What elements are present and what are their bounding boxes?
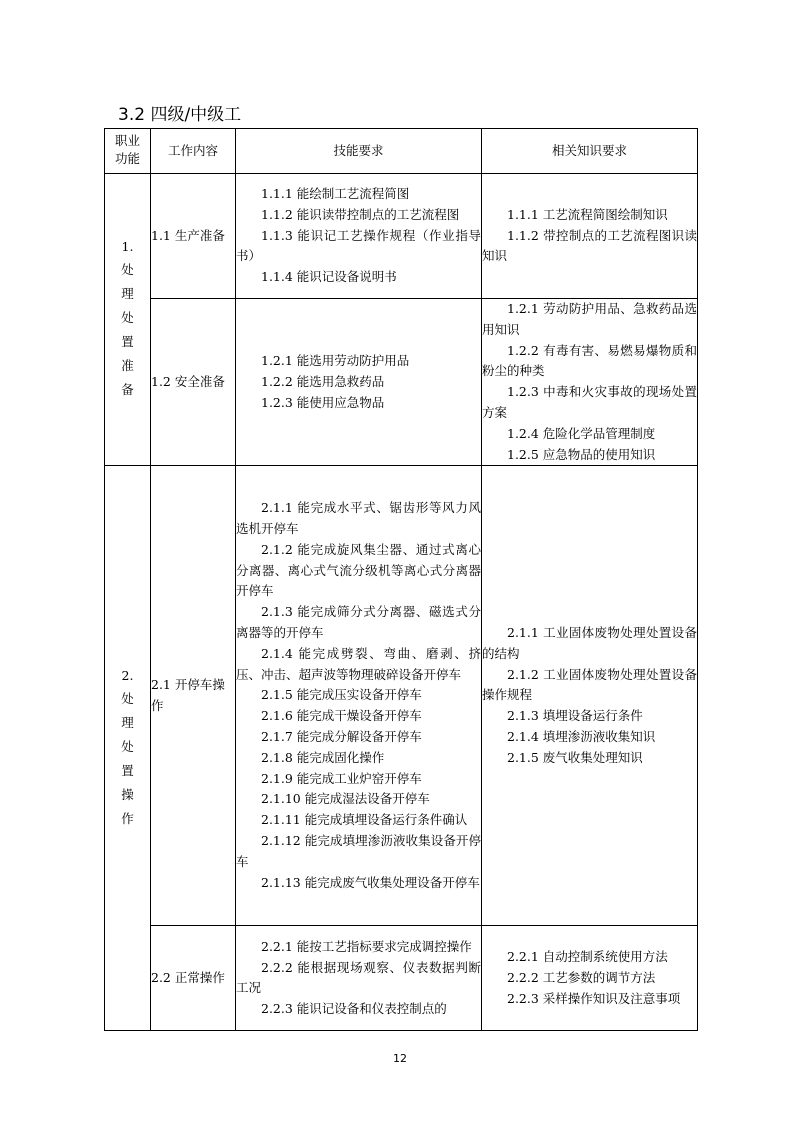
knowledge-item: 1.2.4 危险化学品管理制度 — [507, 425, 656, 441]
skill-item: 2.1.2 能完成旋风集尘器、通过式离心分离器、离心式气流分级机等离心式分离器开停车 — [236, 541, 481, 599]
function-name-char: 理 — [121, 714, 134, 730]
function-name-char: 置 — [121, 334, 134, 350]
skills-table — [104, 128, 698, 1031]
knowledge-cell — [482, 299, 698, 466]
skills-cell — [236, 466, 482, 926]
page-number: 12 — [393, 1052, 407, 1065]
knowledge-item: 2.2.2 工艺参数的调节方法 — [507, 969, 656, 985]
skill-item: 2.1.6 能完成干燥设备开停车 — [261, 708, 422, 724]
skill-item: 1.1.4 能识记设备说明书 — [261, 269, 397, 285]
function-name-char: 准 — [121, 358, 134, 374]
knowledge-item: 1.2.2 有毒有害、易燃易爆物质和粉尘的种类 — [482, 342, 697, 379]
table-row — [105, 174, 698, 299]
function-cell — [105, 174, 151, 466]
skill-item: 2.1.10 能完成湿法设备开停车 — [261, 791, 430, 807]
function-number: 1. — [121, 239, 134, 255]
header-function — [105, 129, 151, 174]
skills-cell — [236, 299, 482, 466]
work-content-cell: 1.1 生产准备 — [151, 174, 236, 299]
knowledge-item: 1.1.2 带控制点的工艺流程图识读知识 — [482, 227, 697, 264]
function-name-char: 置 — [121, 762, 134, 778]
knowledge-item: 2.2.1 自动控制系统使用方法 — [507, 949, 668, 965]
knowledge-item: 1.1.1 工艺流程简图绘制知识 — [507, 206, 668, 222]
knowledge-item: 2.2.3 采样操作知识及注意事项 — [507, 990, 681, 1006]
skill-item: 2.1.5 能完成压实设备开停车 — [261, 687, 422, 703]
function-name-char: 处 — [121, 738, 134, 754]
skill-item: 2.1.3 能完成筛分式分离器、磁选式分离器等的开停车 — [236, 604, 481, 641]
function-name-char: 理 — [121, 286, 134, 302]
header-skills: 技能要求 — [236, 129, 482, 174]
function-name-char: 作 — [121, 810, 134, 826]
table-header-row — [105, 129, 698, 174]
skill-item: 2.1.8 能完成固化操作 — [261, 749, 385, 765]
skill-item: 2.2.3 能识记设备和仪表控制点的 — [261, 1001, 447, 1017]
skill-item: 1.1.2 能识读带控制点的工艺流程图 — [261, 206, 460, 222]
header-function-label: 职业功能 — [114, 133, 140, 167]
skill-item: 2.1.4 能完成劈裂、弯曲、磨剥、挤压、冲击、超声波等物理破碎设备开停车 — [236, 645, 481, 682]
skill-item: 2.1.12 能完成填埋渗沥液收集设备开停车 — [236, 833, 481, 869]
knowledge-item: 1.2.1 劳动防护用品、急救药品选用知识 — [482, 301, 697, 337]
skill-item: 2.1.9 能完成工业炉窑开停车 — [261, 770, 422, 786]
knowledge-item: 1.2.3 中毒和火灾事故的现场处置方案 — [482, 384, 697, 420]
knowledge-item: 2.1.4 填埋渗沥液收集知识 — [507, 729, 656, 745]
function-name-char: 处 — [121, 262, 134, 278]
header-knowledge: 相关知识要求 — [482, 129, 698, 174]
skill-item: 2.1.13 能完成废气收集处理设备开停车 — [261, 874, 480, 890]
header-content: 工作内容 — [151, 129, 236, 174]
skill-item: 1.1.1 能绘制工艺流程简图 — [261, 186, 410, 201]
skill-item: 2.1.7 能完成分解设备开停车 — [261, 729, 422, 745]
work-content-cell: 2.1 开停车操作 — [151, 466, 236, 926]
knowledge-cell — [482, 466, 698, 926]
function-name-char: 处 — [121, 310, 134, 326]
work-content-cell: 2.2 正常操作 — [151, 926, 236, 1031]
skill-item: 2.1.11 能完成填埋设备运行条件确认 — [261, 812, 468, 828]
knowledge-item: 2.1.1 工业固体废物处理处置设备的结构 — [482, 625, 697, 661]
function-cell — [105, 466, 151, 1031]
skill-item: 1.1.3 能识记工艺操作规程（作业指导书） — [236, 227, 481, 264]
knowledge-item: 2.1.3 填埋设备运行条件 — [507, 708, 643, 724]
table-row — [105, 466, 698, 926]
skill-item: 2.1.1 能完成水平式、锯齿形等风力风选机开停车 — [236, 500, 481, 537]
knowledge-cell — [482, 926, 698, 1031]
skills-cell — [236, 926, 482, 1031]
skill-item: 1.2.1 能选用劳动防护用品 — [261, 352, 410, 368]
skill-item: 1.2.2 能选用急救药品 — [261, 373, 385, 389]
table-row — [105, 299, 698, 466]
function-name-char: 备 — [121, 382, 134, 398]
section-title: 3.2 四级/中级工 — [118, 105, 242, 125]
function-number: 2. — [121, 667, 134, 683]
skill-item: 1.2.3 能使用应急物品 — [261, 394, 385, 410]
knowledge-cell — [482, 174, 698, 299]
skill-item: 2.2.2 能根据现场观察、仪表数据判断工况 — [236, 959, 481, 996]
skills-cell — [236, 174, 482, 299]
knowledge-item: 1.2.5 应急物品的使用知识 — [507, 446, 656, 462]
work-content-cell: 1.2 安全准备 — [151, 299, 236, 466]
knowledge-item: 2.1.2 工业固体废物处理处置设备操作规程 — [482, 666, 697, 703]
function-name-char: 操 — [121, 786, 134, 802]
function-name-char: 处 — [121, 690, 134, 706]
skill-item: 2.2.1 能按工艺指标要求完成调控操作 — [261, 938, 472, 954]
knowledge-item: 2.1.5 废气收集处理知识 — [507, 749, 643, 765]
table-row — [105, 926, 698, 1031]
